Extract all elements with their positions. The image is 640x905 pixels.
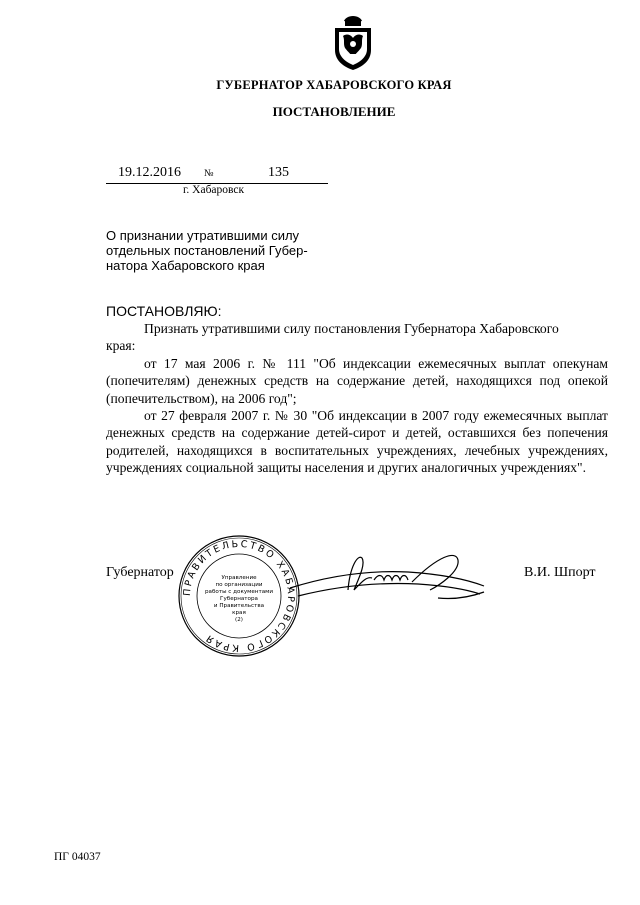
coat-of-arms-icon	[331, 14, 375, 72]
decree-number: 135	[268, 165, 289, 180]
decree-subject	[106, 228, 328, 273]
handwritten-signature	[288, 546, 488, 616]
paragraph-1-continuation: края:	[106, 338, 136, 354]
paragraph-2: от 17 мая 2006 г. № 111 "Об индексации ежемесячных выплат опекунам (попечителям) денежных средств на содержание детей, находящихся под опекой (попечительством), на 2006 год";	[106, 355, 608, 406]
subject-line: отдельных постановлений Губер-	[106, 243, 308, 258]
svg-text:ПРАВИТЕЛЬСТВО ХАБАРОВСКОГО КРА: ПРАВИТЕЛЬСТВО ХАБАРОВСКОГО КРАЯ	[181, 538, 297, 654]
subject-line: О признании утратившими силу	[106, 228, 300, 243]
svg-text:Губернатора: Губернатора	[220, 596, 258, 602]
svg-text:работы с документами: работы с документами	[205, 589, 273, 595]
signer-name: В.И. Шпорт	[524, 565, 596, 580]
paragraph-1: Признать утратившими силу постановления Губернатора Хабаровского	[144, 321, 559, 336]
city: г. Хабаровск	[183, 184, 245, 196]
svg-text:края: края	[232, 610, 246, 616]
svg-text:по организации: по организации	[215, 582, 263, 588]
document-type: ПОСТАНОВЛЕНИЕ	[272, 104, 396, 119]
number-sign: №	[204, 168, 214, 179]
svg-text:и Правительства: и Правительства	[213, 603, 265, 609]
form-code: ПГ 04037	[54, 851, 101, 863]
signer-position: Губернатор	[106, 565, 174, 580]
authority-title: ГУБЕРНАТОР ХАБАРОВСКОГО КРАЯ	[216, 78, 452, 92]
decree-date: 19.12.2016	[118, 165, 181, 180]
subject-line: натора Хабаровского края	[106, 258, 265, 273]
decree-body	[106, 320, 608, 477]
svg-text:Управление: Управление	[221, 575, 257, 581]
svg-text:(2): (2)	[235, 617, 243, 623]
official-stamp	[177, 534, 301, 658]
paragraph-3: от 27 февраля 2007 г. № 30 "Об индексации в 2007 году ежемесячных выплат денежных средств на содержание детей-сирот и детей, оставшихся без попечения родителей, находящихся в воспитательных учреждениях, лечебных учреждениях, учреждениях социальной защиты населения и других аналогичных учреждениях".	[106, 408, 608, 476]
decree-word: ПОСТАНОВЛЯЮ:	[106, 303, 222, 319]
